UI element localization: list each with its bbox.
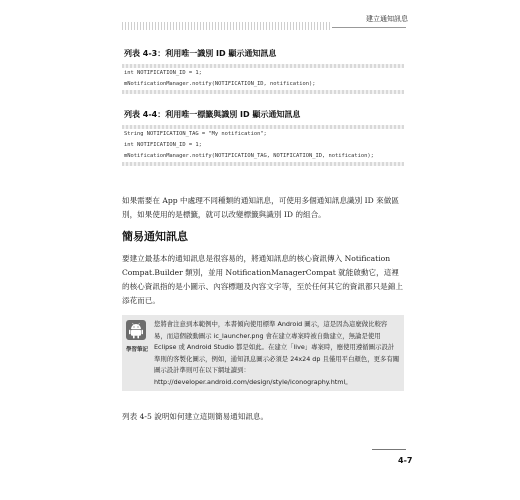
footer-rule [372, 449, 406, 450]
code-line: String NOTIFICATION_TAG = "My notification"; [124, 131, 267, 137]
code-bottom-bar [122, 90, 404, 94]
header-rule [122, 22, 332, 30]
android-icon [126, 320, 146, 340]
code-line: int NOTIFICATION_ID = 1; [124, 142, 202, 148]
listing-4-3-code [122, 64, 404, 94]
listing-4-3-title: 列表 4-3：利用唯一識別 ID 顯示通知訊息 [124, 49, 277, 58]
body-paragraph: 要建立最基本的通知訊息是很容易的，將通知訊息的核心資訊傳入 Notification Compat.Builder 類別，並用 NotificationManagerCompat 就能啟動它，這裡的核心資訊指的是小圖示、內容標題及內容文字等，至於任何其它的資訊都只是錦上添花而已。 [122, 254, 403, 305]
note-text: 您將會注意到本範例中，本書傾向使用標準 Android 圖示，這是因為這麼做比較容易，而這個啟動圖示 ic_launcher.png 會在建立專案時被自動建立，無論是使用 Eclipse 或 Android Studio 都是如此。在建立「live」專案時，應使用遵循圖示設計準則的客製化圖示，例如，通知訊息圖示必須是 24x24 dp 且僅用平白顏色，更多有關圖示設計準則可在以下網址讀到：http://developer.android.com/design/style/iconography.html。 [154, 320, 400, 386]
note-label: 學習筆記 [125, 347, 148, 353]
code-bottom-bar [122, 162, 404, 166]
body-paragraph: 列表 4-5 說明如何建立這則簡易通知訊息。 [122, 412, 269, 421]
code-line: int NOTIFICATION_ID = 1; [124, 70, 202, 76]
listing-4-4-code [122, 125, 404, 166]
page-number: 4-7 [398, 456, 413, 465]
listing-4-4-title: 列表 4-4：利用唯一標籤與識別 ID 顯示通知訊息 [124, 110, 301, 119]
code-line: mNotificationManager.notify(NOTIFICATION_TAG, NOTIFICATION_ID, notification); [124, 153, 374, 159]
code-line: mNotificationManager.notify(NOTIFICATION_ID, notification); [124, 81, 316, 87]
study-note [122, 315, 404, 391]
running-head: 建立通知訊息 [366, 15, 408, 23]
body-paragraph: 如果需要在 App 中處理不同種類的通知訊息，可使用多個通知訊息識別 ID 來做區別，如果使用的是標籤，就可以改變標籤與識別 ID 的組合。 [122, 196, 399, 219]
section-title: 簡易通知訊息 [122, 230, 188, 243]
header-rule-line [332, 27, 406, 28]
